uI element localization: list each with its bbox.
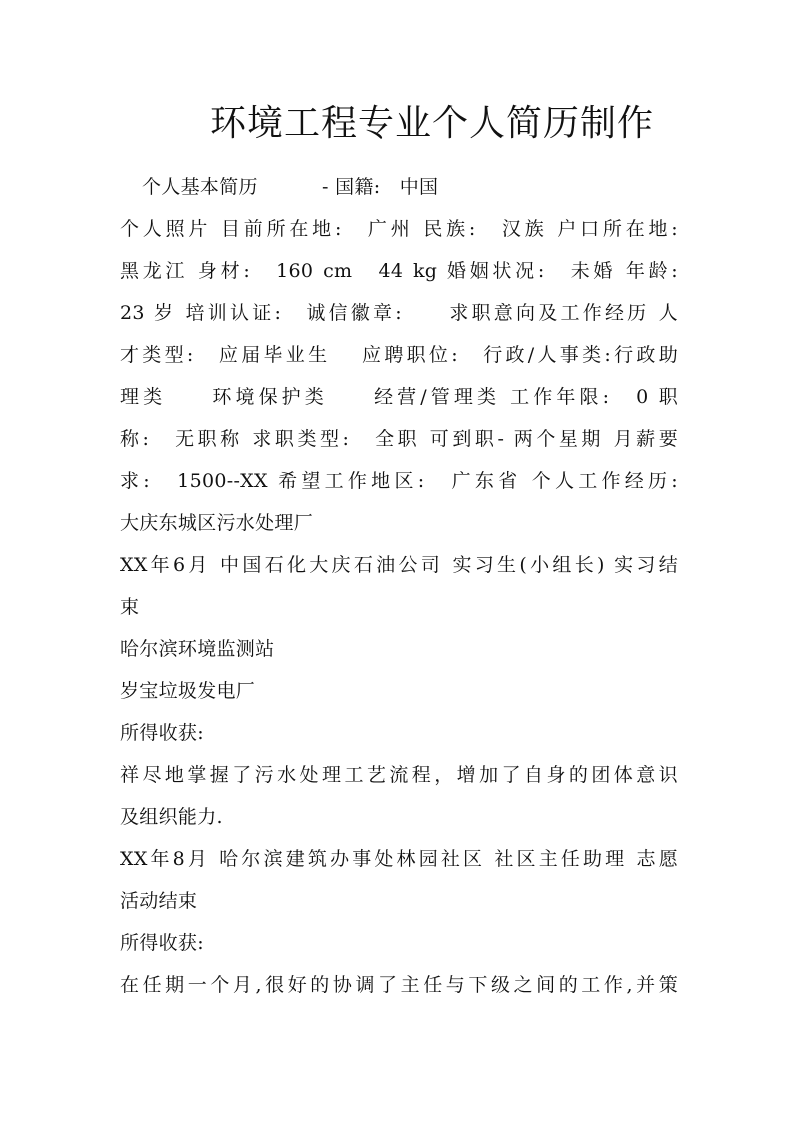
text-line: 大庆东城区污水处理厂 (120, 512, 314, 534)
text-line: 才类型: 应届毕业生 应聘职位: 行政/人事类:行政助 (120, 344, 678, 366)
text-line: 求: 1500--XX 希望工作地区: 广东省 个人工作经历: (120, 470, 678, 492)
text-line: 岁宝垃圾发电厂 (120, 680, 256, 702)
text-line: 个人照片 目前所在地: 广州 民族: 汉族 户口所在地: (120, 218, 678, 240)
text-line: XX年8月 哈尔滨建筑办事处林园社区 社区主任助理 志愿 (120, 848, 678, 870)
text-line: 23 岁 培训认证: 诚信徽章: 求职意向及工作经历 人 (120, 302, 678, 324)
text-line: XX年6月 中国石化大庆石油公司 实习生(小组长) 实习结 (120, 554, 678, 576)
resume-body (120, 166, 678, 1006)
text-line: 称: 无职称 求职类型: 全职 可到职- 两个星期 月薪要 (120, 428, 678, 450)
text-line: 活动结束 (120, 890, 198, 912)
text-line: 束 (120, 596, 140, 618)
document-title: 环境工程专业个人简历制作 (210, 103, 655, 144)
text-line: 在任期一个月,很好的协调了主任与下级之间的工作,并策 (120, 974, 678, 996)
text-line: 黑龙江 身材: 160 cm 44 kg 婚姻状况: 未婚 年龄: (120, 260, 678, 282)
text-line: 及组织能力. (120, 806, 223, 828)
text-line: 祥尽地掌握了污水处理工艺流程，增加了自身的团体意识 (120, 764, 678, 786)
text-line: 理类 环境保护类 经营/管理类 工作年限: 0 职 (120, 386, 678, 408)
text-line: 个人基本简历 - 国籍: 中国 (142, 176, 439, 198)
text-line: 所得收获: (120, 722, 204, 744)
text-line: 所得收获: (120, 932, 204, 954)
text-line: 哈尔滨环境监测站 (120, 638, 275, 660)
